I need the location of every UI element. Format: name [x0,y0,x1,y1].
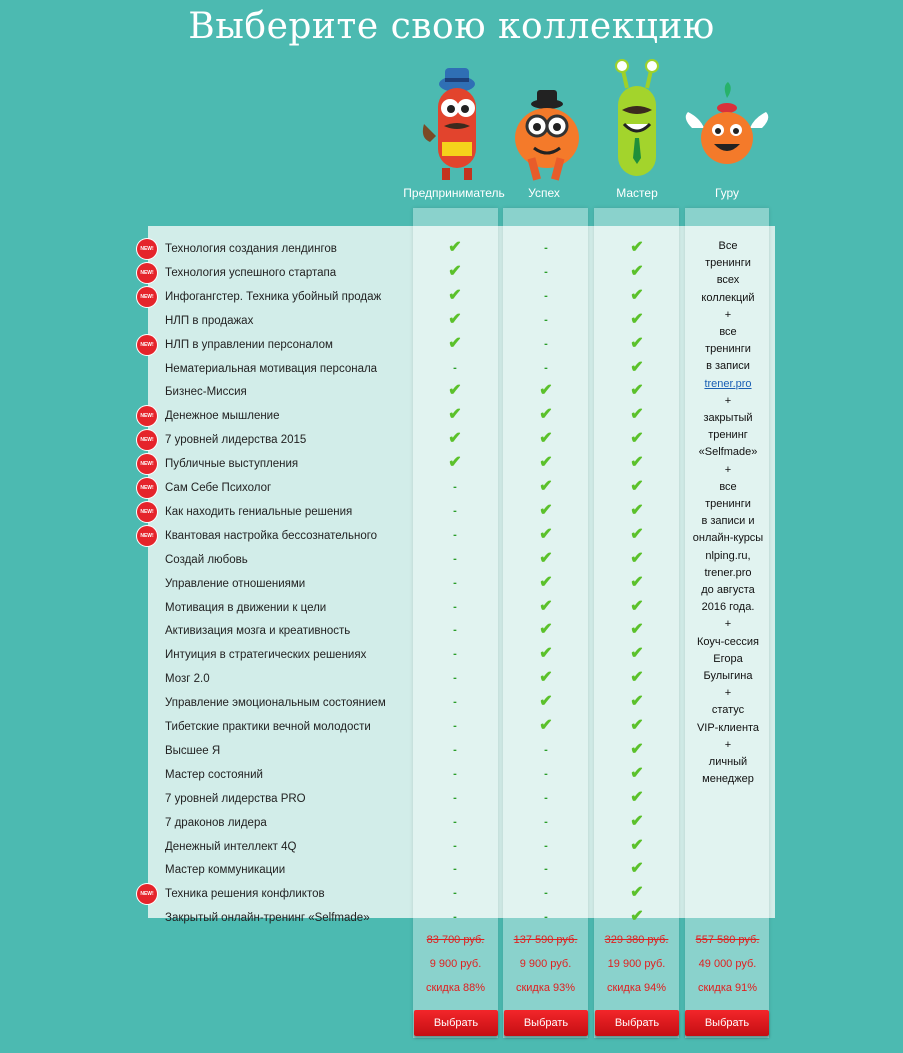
price: 9 900 руб. [429,958,482,970]
guru-description-line: тренинг [708,429,748,442]
training-name: Квантовая настройка бессознательного [165,530,378,542]
check-icon: ✔ [539,598,553,615]
dash-icon: - [453,577,457,589]
dash-icon: - [544,768,548,780]
guru-description-line: + [724,687,732,700]
check-icon: ✔ [539,550,553,567]
guru-description-line: + [724,463,732,476]
training-name: Высшее Я [165,745,221,757]
guru-description-line: 2016 года. [701,601,755,614]
check-icon: ✔ [448,263,462,280]
guru-description-line: все [719,480,737,493]
plan-name-success: Успех [528,186,560,200]
training-name: Создай любовь [165,554,248,566]
guru-description-line: + [724,618,732,631]
training-name: Денежный интеллект 4Q [165,841,297,853]
success-monster-icon [502,58,592,188]
guru-description-line: в записи и [701,515,755,528]
guru-description-line: trener.pro [704,566,752,579]
check-icon: ✔ [630,574,644,591]
dash-icon: - [453,768,457,780]
guru-description-line: + [724,308,732,321]
discount-label: скидка 94% [606,982,667,994]
guru-description-line: тренинги [705,343,751,356]
guru-plan-description [686,238,770,789]
check-icon: ✔ [448,287,462,304]
training-name: 7 уровней лидерства PRO [165,793,306,805]
guru-description-line: закрытый [703,412,753,425]
old-price: 137 590 руб. [513,934,578,946]
select-master-button[interactable]: Выбрать [595,1010,679,1036]
dash-icon: - [544,863,548,875]
check-icon: ✔ [630,311,644,328]
plan-name-entrepreneur: Предприниматель [403,186,505,200]
guru-description-line: VIP-клиента [696,721,760,734]
training-name: НЛП в продажах [165,315,254,327]
guru-description-line: nlping.ru, [705,549,751,562]
check-icon: ✔ [448,335,462,352]
old-price: 557 580 руб. [695,934,760,946]
guru-description-line: Булыгина [703,670,753,683]
dash-icon: - [544,338,548,350]
entrepreneur-monster-icon [412,58,502,188]
guru-description-line: коллекций [701,291,755,304]
check-icon: ✔ [539,478,553,495]
dash-icon: - [453,911,457,923]
check-icon: ✔ [539,454,553,471]
check-icon: ✔ [630,669,644,686]
trener-pro-link[interactable]: trener.pro [704,377,752,390]
check-icon: ✔ [539,645,553,662]
check-icon: ✔ [630,765,644,782]
guru-description-line: всех [716,274,740,287]
price: 19 900 руб. [607,958,666,970]
check-icon: ✔ [539,669,553,686]
dash-icon: - [453,481,457,493]
check-icon: ✔ [448,239,462,256]
training-name: Технология успешного стартапа [165,267,337,279]
guru-description-line: онлайн-курсы [692,532,764,545]
dash-icon: - [453,840,457,852]
dash-icon: - [453,816,457,828]
check-icon: ✔ [539,430,553,447]
check-icon: ✔ [539,526,553,543]
page-title: Выберите свою коллекцию [188,6,715,47]
guru-description-line: Егора [713,652,743,665]
new-badge: NEW! [137,335,157,355]
check-icon: ✔ [448,430,462,447]
check-icon: ✔ [539,574,553,591]
training-name: Мастер состояний [165,769,263,781]
training-name: Активизация мозга и креативность [165,625,351,637]
training-name: Управление отношениями [165,578,306,590]
training-name: Нематериальная мотивация персонала [165,363,378,375]
check-icon: ✔ [630,406,644,423]
dash-icon: - [453,648,457,660]
dash-icon: - [453,624,457,636]
old-price: 83 700 руб. [426,934,485,946]
dash-icon: - [453,887,457,899]
training-name: Управление эмоциональным состоянием [165,697,386,709]
new-badge: NEW! [137,287,157,307]
check-icon: ✔ [630,693,644,710]
dash-icon: - [544,362,548,374]
check-icon: ✔ [630,908,644,925]
training-name: Интуиция в стратегических решениях [165,649,367,661]
training-name: Мозг 2.0 [165,673,210,685]
check-icon: ✔ [630,717,644,734]
new-badge: NEW! [137,406,157,426]
select-entrepreneur-button[interactable]: Выбрать [414,1010,498,1036]
new-badge: NEW! [137,502,157,522]
new-badge: NEW! [137,430,157,450]
check-icon: ✔ [539,406,553,423]
check-icon: ✔ [448,311,462,328]
check-icon: ✔ [630,430,644,447]
new-badge: NEW! [137,884,157,904]
dash-icon: - [544,744,548,756]
dash-icon: - [453,672,457,684]
guru-monster-icon [682,58,772,188]
check-icon: ✔ [630,454,644,471]
dash-icon: - [453,792,457,804]
check-icon: ✔ [630,789,644,806]
new-badge: NEW! [137,526,157,546]
new-badge: NEW! [137,454,157,474]
plan-name-guru: Гуру [714,186,740,200]
training-name: Бизнес-Миссия [165,386,247,398]
dash-icon: - [544,792,548,804]
dash-icon: - [453,529,457,541]
plan-name-master: Мастер [616,186,658,200]
check-icon: ✔ [630,478,644,495]
check-icon: ✔ [630,813,644,830]
dash-icon: - [544,290,548,302]
guru-description-line: тренинги [705,257,751,270]
master-monster-icon [592,58,682,188]
check-icon: ✔ [539,382,553,399]
training-name: НЛП в управлении персоналом [165,339,333,351]
check-icon: ✔ [539,621,553,638]
check-icon: ✔ [630,335,644,352]
guru-description-line: «Selfmade» [698,446,758,459]
price: 49 000 руб. [698,958,757,970]
dash-icon: - [544,266,548,278]
old-price: 329 380 руб. [604,934,669,946]
check-icon: ✔ [630,645,644,662]
guru-description-line: до августа [701,584,755,597]
dash-icon: - [453,863,457,875]
training-name: Публичные выступления [165,458,299,470]
guru-description-line: менеджер [702,773,754,786]
dash-icon: - [453,696,457,708]
training-name: Техника решения конфликтов [165,888,325,900]
guru-description-line: тренинги [705,498,751,511]
new-badge: NEW! [137,263,157,283]
training-name: Мотивация в движении к цели [165,602,327,614]
new-badge: NEW! [137,478,157,498]
discount-label: скидка 93% [515,982,576,994]
dash-icon: - [544,887,548,899]
new-badge: NEW! [137,239,157,259]
select-guru-button[interactable]: Выбрать [685,1010,769,1036]
dash-icon: - [453,720,457,732]
check-icon: ✔ [630,287,644,304]
check-icon: ✔ [630,837,644,854]
check-icon: ✔ [630,621,644,638]
dash-icon: - [453,744,457,756]
dash-icon: - [453,601,457,613]
check-icon: ✔ [630,239,644,256]
check-icon: ✔ [448,382,462,399]
check-icon: ✔ [630,263,644,280]
guru-description-line: Коуч-сессия [696,635,759,648]
check-icon: ✔ [630,860,644,877]
training-name: 7 уровней лидерства 2015 [165,434,307,446]
dash-icon: - [544,840,548,852]
guru-description-line: в записи [706,360,750,373]
training-name: Денежное мышление [165,410,280,422]
check-icon: ✔ [630,359,644,376]
guru-description-line: Все [718,240,738,252]
check-icon: ✔ [539,693,553,710]
check-icon: ✔ [630,598,644,615]
guru-description-line: личный [708,756,748,769]
guru-description-line: + [724,394,732,407]
check-icon: ✔ [448,406,462,423]
check-icon: ✔ [630,884,644,901]
guru-description-line: + [724,738,732,751]
check-icon: ✔ [539,717,553,734]
dash-icon: - [453,505,457,517]
dash-icon: - [544,911,548,923]
check-icon: ✔ [539,502,553,519]
training-name: Тибетские практики вечной молодости [165,721,371,733]
training-name: Технология создания лендингов [165,243,337,255]
training-name: Мастер коммуникации [165,864,286,876]
training-name: 7 драконов лидера [165,817,267,829]
training-name: Как находить гениальные решения [165,506,353,518]
check-icon: ✔ [448,454,462,471]
discount-label: скидка 88% [425,982,486,994]
dash-icon: - [453,362,457,374]
dash-icon: - [453,553,457,565]
guru-description-line: статус [711,704,745,717]
check-icon: ✔ [630,382,644,399]
dash-icon: - [544,816,548,828]
dash-icon: - [544,242,548,254]
check-icon: ✔ [630,741,644,758]
select-success-button[interactable]: Выбрать [504,1010,588,1036]
price: 9 900 руб. [519,958,572,970]
training-name: Сам Себе Психолог [165,482,272,494]
dash-icon: - [544,314,548,326]
discount-label: скидка 91% [697,982,758,994]
check-icon: ✔ [630,526,644,543]
guru-description-line: все [719,326,737,339]
training-name: Инфогангстер. Техника убойный продаж [165,291,382,303]
training-name: Закрытый онлайн-тренинг «Selfmade» [165,912,370,924]
check-icon: ✔ [630,502,644,519]
check-icon: ✔ [630,550,644,567]
